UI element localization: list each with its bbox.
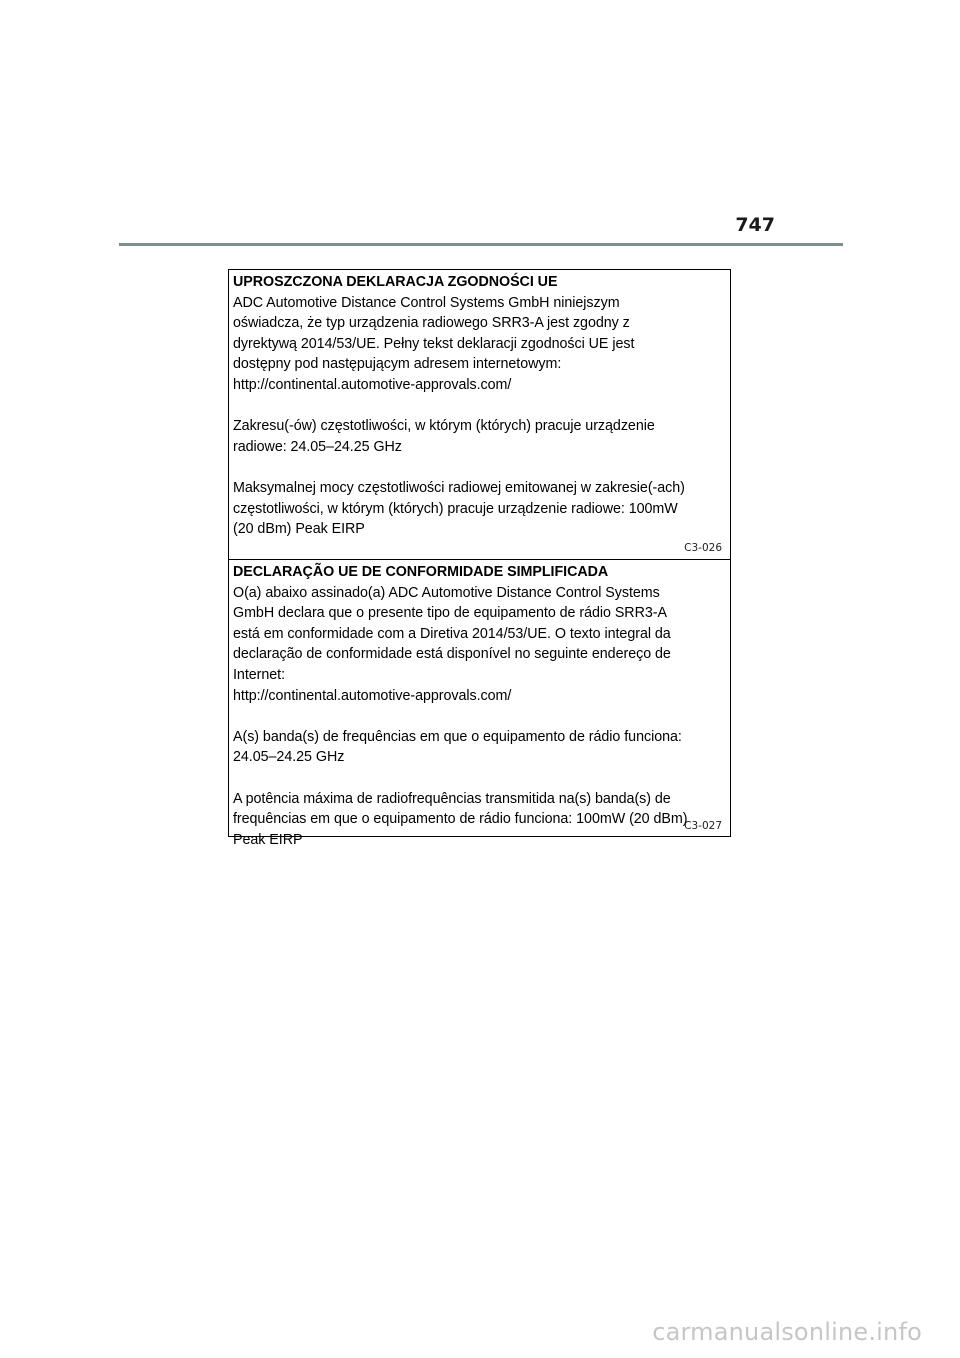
watermark: carmanualsonline.info <box>652 1318 922 1346</box>
polish-declaration-url: http://continental.automotive-approvals.com/ <box>233 376 512 393</box>
portuguese-power-line: A potência máxima de radiofrequências transmitida na(s) banda(s) de <box>233 790 671 807</box>
portuguese-declaration-line: O(a) abaixo assinado(a) ADC Automotive Distance Control Systems <box>233 584 660 601</box>
portuguese-declaration-line: está em conformidade com a Diretiva 2014/53/UE. O texto integral da <box>233 625 671 642</box>
polish-frequency-line: Zakresu(-ów) częstotliwości, w którym (których) pracuje urządzenie <box>233 418 655 435</box>
paragraph-gap <box>233 457 726 478</box>
polish-declaration-section <box>229 270 730 560</box>
polish-power-line: Maksymalnej mocy częstotliwości radiowej emitowanej w zakresie(-ach) <box>233 479 685 496</box>
portuguese-declaration-line: declaração de conformidade está disponível no seguinte endereço de <box>233 646 671 663</box>
portuguese-declaration-heading: DECLARAÇÃO UE DE CONFORMIDADE SIMPLIFICADA <box>233 564 609 580</box>
portuguese-declaration-section <box>229 560 730 848</box>
portuguese-frequency-line: A(s) banda(s) de frequências em que o equipamento de rádio funciona: <box>233 728 682 745</box>
figure-code: C3-027 <box>684 820 722 832</box>
polish-power-line: częstotliwości, w którym (których) pracuje urządzenie radiowe: 100mW <box>233 500 678 517</box>
figure-code: C3-026 <box>684 542 722 554</box>
page-number: 747 <box>735 214 775 236</box>
polish-declaration-line: dyrektywą 2014/53/UE. Pełny tekst deklaracji zgodności UE jest <box>233 335 635 352</box>
polish-declaration-line: oświadcza, że typ urządzenia radiowego SRR3-A jest zgodny z <box>233 315 630 332</box>
portuguese-power-line: frequências em que o equipamento de rádio funciona: 100mW (20 dBm) <box>233 811 688 828</box>
portuguese-declaration-line: GmbH declara que o presente tipo de equipamento de rádio SRR3-A <box>233 605 667 622</box>
polish-frequency-line: radiowe: 24.05–24.25 GHz <box>233 438 402 455</box>
polish-declaration-line: ADC Automotive Distance Control Systems GmbH niniejszym <box>233 294 620 311</box>
portuguese-declaration-line: Internet: <box>233 666 286 683</box>
polish-declaration-line: dostępny pod następującym adresem internetowym: <box>233 356 562 373</box>
paragraph-gap <box>233 396 726 417</box>
polish-declaration-heading: UPROSZCZONA DEKLARACJA ZGODNOŚCI UE <box>233 274 558 290</box>
paragraph-gap <box>233 768 726 789</box>
portuguese-declaration-url: http://continental.automotive-approvals.com/ <box>233 687 512 704</box>
portuguese-frequency-line: 24.05–24.25 GHz <box>233 749 345 766</box>
paragraph-gap <box>233 706 726 727</box>
header-divider <box>119 243 843 246</box>
declaration-box <box>228 269 731 848</box>
portuguese-power-line: Peak EIRP <box>233 831 303 848</box>
polish-power-line: (20 dBm) Peak EIRP <box>233 521 365 538</box>
